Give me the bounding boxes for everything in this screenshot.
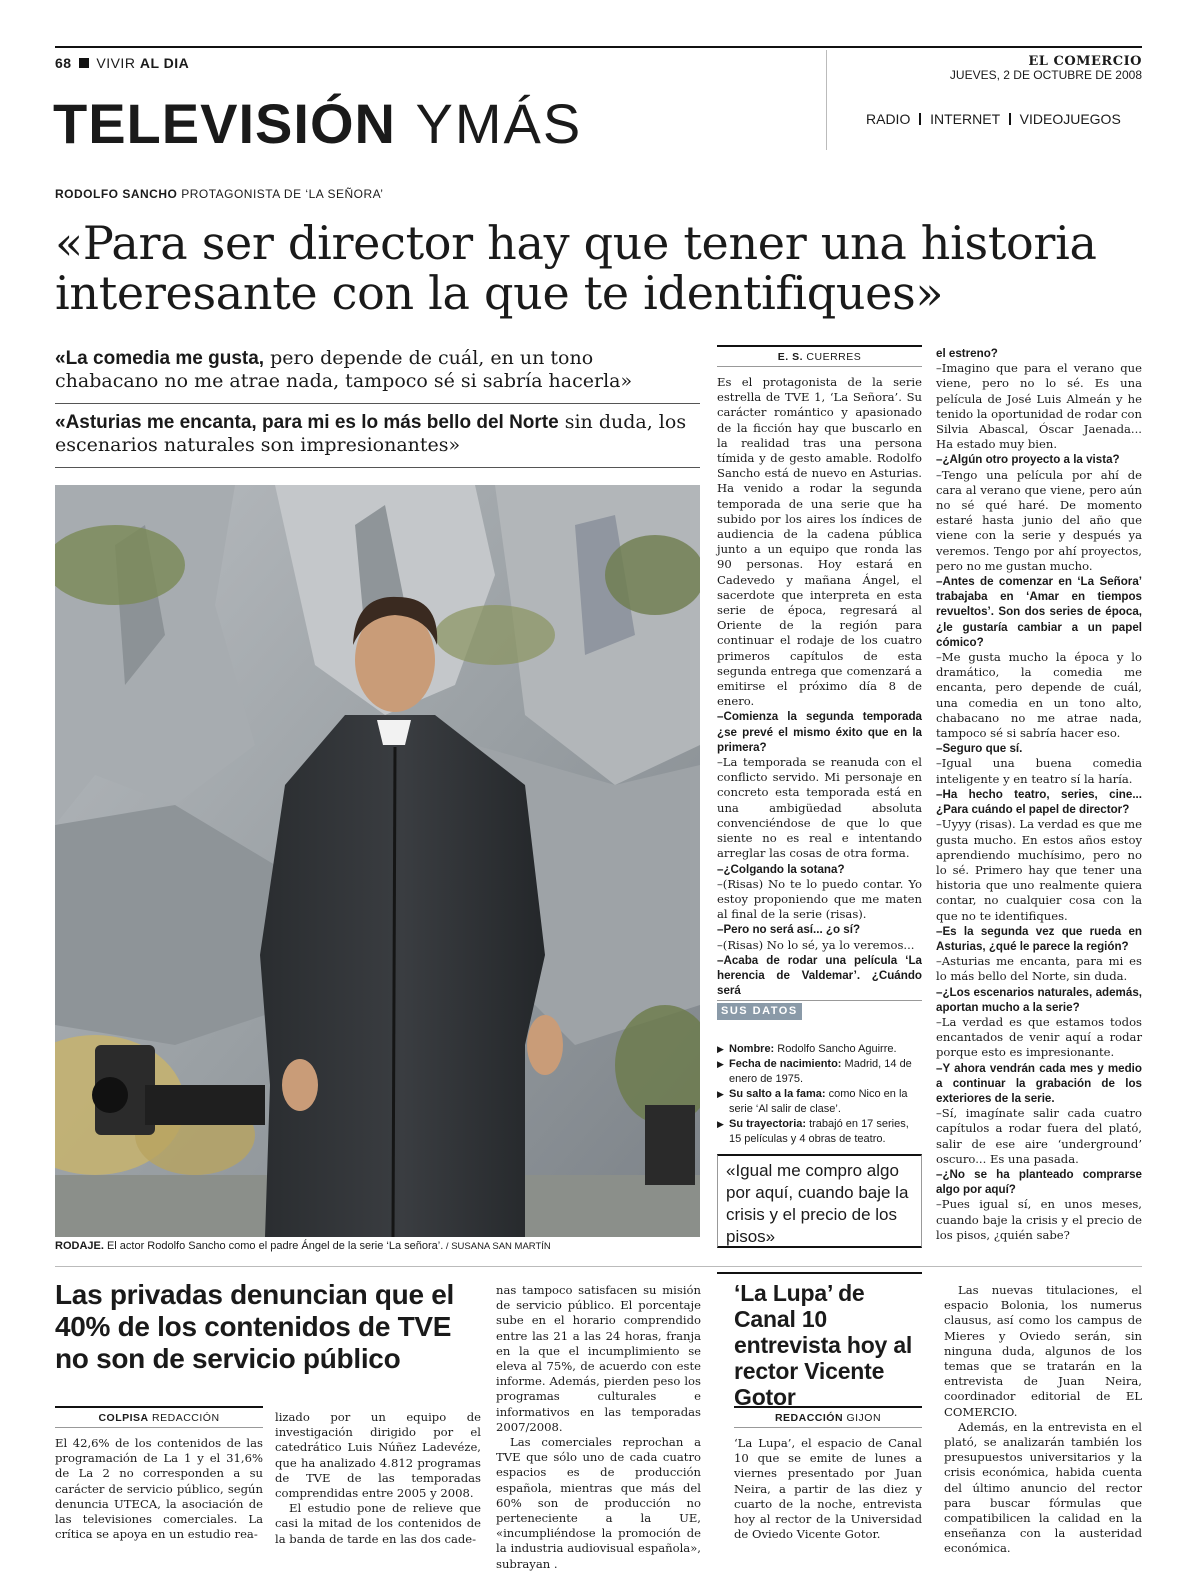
- story3-column-1-paragraph: ‘La Lupa’, el espacio de Canal 10 que se emite de lunes a viernes presentado por Juan Neira, a partir de las diez y cuarto de la noche, entrevista hoy al rector de la Universidad de Oviedo Vicente Gotor.: [734, 1436, 922, 1542]
- pull-quote-comedy-bold: «La comedia me gusta,: [55, 348, 265, 369]
- interview-paragraph: –Pues igual sí, en unos meses, cuando baje la crisis y el precio de los pisos, ¿quién sabe?: [936, 1197, 1142, 1242]
- story3-byline: [734, 1406, 922, 1428]
- story3-column-2: [944, 1283, 1142, 1557]
- kicker-name: RODOLFO SANCHO: [55, 187, 178, 201]
- interview-question: –Y ahora vendrán cada mes y medio a continuar la grabación de los exteriores de la serie.: [936, 1061, 1142, 1105]
- pull-quote-comedy-rest: pero depende de cuál, en un tono chabacano no me atrae nada, tampoco sé si sabría hacerla»: [55, 347, 633, 392]
- header-divider: [826, 50, 827, 150]
- story3-column-2-paragraph-2: Además, en la entrevista en el plató, se analizarán también los presupuestos universitarios y la crisis económica, habida cuenta del último anuncio del rector para buscar fórmulas que compatibilicen la calidad en la enseñanza con la austeridad económica.: [944, 1419, 1142, 1556]
- section-name: VIVIR: [96, 55, 136, 71]
- quote-box-text: «Igual me compro algo por aquí, cuando baje la crisis y el precio de los pisos»: [726, 1161, 909, 1246]
- subsection-separator: [1009, 113, 1011, 125]
- interview-column-1: [717, 345, 922, 998]
- top-rule: [55, 46, 1142, 48]
- triangle-bullet-icon: ▶: [717, 1059, 724, 1069]
- interview-paragraph: –Tengo una película por ahí de cara al verano que viene, pero aún no sé qué haré. De momento estaré hasta junio del año que viene con la serie y después ya veremos. Tengo por ahí proyectos, pero no me gustan mucho.: [936, 467, 1142, 573]
- subsection-separator: [919, 113, 921, 125]
- story2-column-2-paragraph-2: El estudio pone de relieve que casi la mitad de los contenidos de la banda de tarde en las dos cade-: [275, 1501, 481, 1546]
- sus-datos-key: Su salto a la fama:: [729, 1088, 826, 1100]
- section-square: [79, 58, 89, 68]
- sus-datos-item: [717, 1057, 922, 1087]
- interview-paragraph: –(Risas) No lo sé, ya lo veremos...: [717, 937, 915, 952]
- sus-datos-key: Fecha de nacimiento:: [729, 1058, 842, 1070]
- triangle-bullet-icon: ▶: [717, 1089, 724, 1099]
- story2-byline-agency: COLPISA: [98, 1412, 149, 1424]
- pull-quote-asturias: [55, 411, 700, 456]
- article-headline: «Para ser director hay que tener una historia interesante con la que te identifiques»: [55, 216, 1097, 320]
- story2-column-1: [55, 1436, 263, 1542]
- sus-datos-box: [717, 1000, 922, 1147]
- section-name-bold: AL DIA: [139, 55, 190, 71]
- page-title-light: YMÁS: [415, 92, 583, 155]
- story2-column-3-paragraph-1: nas tampoco satisfacen su misión de servicio público. El porcentaje sube en el horario comprendido entre las 21 a las 24 horas, franja en la que el incumplimiento se eleva al 75%, de acuerdo con este informe. Además, pierden peso los programas culturales e informativos en las temporadas 2007/2008.: [496, 1283, 701, 1434]
- triangle-bullet-icon: ▶: [717, 1119, 724, 1129]
- sus-datos-item: [717, 1087, 922, 1117]
- interview-question: –Comienza la segunda temporada ¿se prevé el mismo éxito que en la primera?: [717, 710, 922, 754]
- interview-paragraph: –Uyyy (risas). La verdad es que me gusta mucho. En estos años estoy aprendiendo muchísimo, pero no lo sé. Primero hay que tener una historia que uno realmente quiera contar, no cualquier cosa con la que no te identifiques.: [936, 817, 1142, 923]
- issue-date: JUEVES, 2 DE OCTUBRE DE 2008: [949, 68, 1142, 82]
- interview-question: –¿Colgando la sotana?: [717, 862, 845, 876]
- newspaper-name: EL COMERCIO: [1028, 54, 1142, 69]
- subsection-radio[interactable]: RADIO: [866, 111, 911, 127]
- sus-datos-item: [717, 1117, 922, 1147]
- interview-paragraph: –(Risas) No te lo puedo contar. Yo estoy proponiendo que me maten al final de la serie (risas).: [717, 876, 922, 922]
- interview-paragraph: –Asturias me encanta, para mi es lo más bello del Norte, sin duda.: [936, 954, 1142, 984]
- interview-question: –Acaba de rodar una película ‘La herencia de Valdemar’. ¿Cuándo será: [717, 953, 922, 998]
- sus-datos-list: [717, 1042, 922, 1147]
- interview-column-1-text: [717, 375, 922, 998]
- bottom-rule: [55, 1266, 1142, 1267]
- story2-headline: Las privadas denuncian que el 40% de los contenidos de TVE no son de servicio público: [55, 1279, 454, 1374]
- photo-credit: / SUSANA SAN MARTÍN: [443, 1241, 551, 1252]
- story3-column-2-paragraph-1: Las nuevas titulaciones, el espacio Bolonia, los numerus clausus, así como los campus de Mieres y Oviedo serán, sin ninguna duda, algunos de los temas que se tratarán en la entrevista de Juan Neira, coordinador editorial de EL COMERCIO.: [944, 1283, 1142, 1419]
- interview-paragraph: –Me gusta mucho la época y lo dramático, la comedia me encanta, pero depende de cuál, una comedia en un tono alto, chabacano no me atrae nada, tampoco sé si sabría hacer eso.: [936, 650, 1142, 741]
- story2-column-1-paragraph: El 42,6% de los contenidos de las programación de La 1 y el 31,6% de La 2 no corresponden a su carácter de servicio público, según denuncia UTECA, la asociación de las televisiones comerciales. La crítica se apoya en un estudio rea-: [55, 1436, 263, 1542]
- kicker: [55, 187, 383, 201]
- pull-quote-asturias-rest: sin duda, los escenarios naturales son impresionantes»: [55, 411, 687, 456]
- triangle-bullet-icon: ▶: [717, 1044, 724, 1054]
- story2-column-3: [496, 1283, 701, 1572]
- story3-byline-wrap: [734, 1406, 922, 1542]
- story2-column-3-paragraph-2: Las comerciales reprochan a TVE que sólo uno de cada cuatro espacios es de producción española, mientras que más del 60% son de producción no perteneciente a la UE, «incumpliéndose la promoción de la industria audiovisual española», subrayan .: [496, 1435, 701, 1571]
- subsections: [866, 111, 1121, 127]
- page-title: [53, 92, 582, 156]
- pull-quote-divider: [55, 403, 700, 404]
- story2-byline-place: REDACCIÓN: [148, 1412, 220, 1424]
- interview-paragraph: –La temporada se reanuda con el conflicto servido. Mi personaje en concreto esta temporada está en una ambigüedad absoluta convenciéndose de que lo que siente no es real e intentando arreglar las cosas de otra forma.: [717, 755, 922, 861]
- interview-question: –¿No se ha planteado comprarse algo por aquí?: [936, 1167, 1142, 1197]
- sus-datos-item: [717, 1042, 922, 1057]
- sus-datos-value: trabajó en 17 series, 15 películas y 4 obras de teatro.: [729, 1118, 909, 1145]
- interview-question: –Seguro que sí.: [936, 742, 1023, 756]
- byline-place: CUERRES: [806, 351, 862, 363]
- story3-top-rule: [717, 1272, 922, 1274]
- interview-question: el estreno?: [936, 347, 998, 360]
- pull-quote-divider: [55, 467, 700, 468]
- interview-question: –Antes de comenzar en ‘La Señora’ trabajaba en ‘Amar en tiempos revueltos’. Son dos series de época, ¿le gustaría cambiar a un papel cómico?: [936, 575, 1142, 649]
- story2-byline: [55, 1406, 263, 1428]
- story2-byline-wrap: [55, 1406, 263, 1542]
- section-label: [55, 55, 189, 71]
- sus-datos-key: Nombre:: [729, 1043, 775, 1055]
- sus-datos-rule: [717, 1000, 922, 1001]
- photo-caption: [55, 1240, 700, 1252]
- interview-paragraph: –Imagino que para el verano que viene, pero no lo sé. Es una película de José Luis Almeán y he tenido la oportunidad de rodar con Silvia Abascal, Óscar Jaenada... Ha estado muy bien.: [936, 361, 1142, 452]
- story3-byline-place: GIJON: [843, 1412, 882, 1424]
- photo-illustration: [55, 485, 700, 1237]
- sus-datos-value: Madrid, 14 de enero de 1975.: [729, 1058, 912, 1085]
- sus-datos-key: Su trayectoria:: [729, 1118, 807, 1130]
- interview-paragraph: –Igual una buena comedia inteligente y en teatro sí la haría.: [936, 756, 1142, 786]
- story3-headline: ‘La Lupa’ de Canal 10 entrevista hoy al rector Vicente Gotor: [734, 1280, 913, 1410]
- kicker-role: PROTAGONISTA DE ‘LA SEÑORA’: [181, 187, 384, 201]
- article-photo: [55, 485, 700, 1237]
- page-title-bold: TELEVISIÓN: [53, 92, 396, 155]
- story3-byline-agency: REDACCIÓN: [774, 1412, 844, 1424]
- subsection-videojuegos[interactable]: VIDEOJUEGOS: [1019, 111, 1121, 127]
- sus-datos-value: como Nico en la serie ‘Al salir de clase’.: [729, 1088, 908, 1115]
- interview-question: –Ha hecho teatro, series, cine... ¿Para cuándo el papel de director?: [936, 787, 1142, 817]
- interview-question: –¿Algún otro proyecto a la vista?: [936, 453, 1120, 467]
- interview-question: –Es la segunda vez que rueda en Asturias, ¿qué le parece la región?: [936, 924, 1142, 953]
- interview-question: –Pero no será así... ¿o sí?: [717, 923, 861, 937]
- page-number: 68: [55, 55, 72, 71]
- byline-initials: E. S.: [777, 351, 803, 363]
- interview-paragraph: –La verdad es que estamos todos encantados de venir aquí a rodar porque esto es impresionante.: [936, 1014, 1142, 1060]
- interview-paragraph: –Sí, imagínate salir cada cuatro capítulos a rodar fuera del plató, salir de ese aire ‘underground’ oscuro... Es una pasada.: [936, 1106, 1142, 1166]
- photo-caption-text: El actor Rodolfo Sancho como el padre Ángel de la serie ‘La señora’.: [103, 1240, 444, 1252]
- interview-question: –¿Los escenarios naturales, además, aportan mucho a la serie?: [936, 985, 1142, 1014]
- story3-column-1: [734, 1436, 922, 1542]
- subsection-internet[interactable]: INTERNET: [930, 111, 1000, 127]
- quote-box: [717, 1154, 922, 1248]
- interview-paragraph: Es el protagonista de la serie estrella de TVE 1, ‘La Señora’. Su carácter romántico y apasionado de la ficción hay que buscarlo en la realidad tras una persona tímida y de gesto amable. Rodolfo Sancho está de nuevo en Asturias. Ha venido a rodar la segunda temporada de una serie que ha subido por los aires los índices de audiencia de la cadena pública junto a un equipo que ronda las 90 personas. Hoy estará en Cadevedo y mañana Ángel, el sacerdote que interpreta en esta serie de época, regresará al Oriente de la región para continuar el rodaje de los cuatro primeros capítulos de esta segunda entrega que comenzará a emitirse el próximo día 8 de enero.: [717, 375, 922, 709]
- pull-quote-comedy: [55, 347, 700, 392]
- interview-column-2-text: [936, 346, 1142, 1243]
- sus-datos-value: Rodolfo Sancho Aguirre.: [774, 1043, 897, 1055]
- interview-byline: [717, 345, 922, 367]
- story2-column-2: [275, 1410, 481, 1547]
- pull-quote-asturias-bold: «Asturias me encanta, para mi es lo más bello del Norte: [55, 412, 559, 433]
- sus-datos-label: SUS DATOS: [717, 1003, 802, 1020]
- story2-column-2-paragraph-1: lizado por un equipo de investigación dirigido por el catedrático Luis Núñez Ladevéze, que ha analizado 4.812 programas de TVE de las temporadas comprendidas entre 2005 y 2008.: [275, 1410, 481, 1501]
- photo-caption-label: RODAJE.: [55, 1240, 104, 1252]
